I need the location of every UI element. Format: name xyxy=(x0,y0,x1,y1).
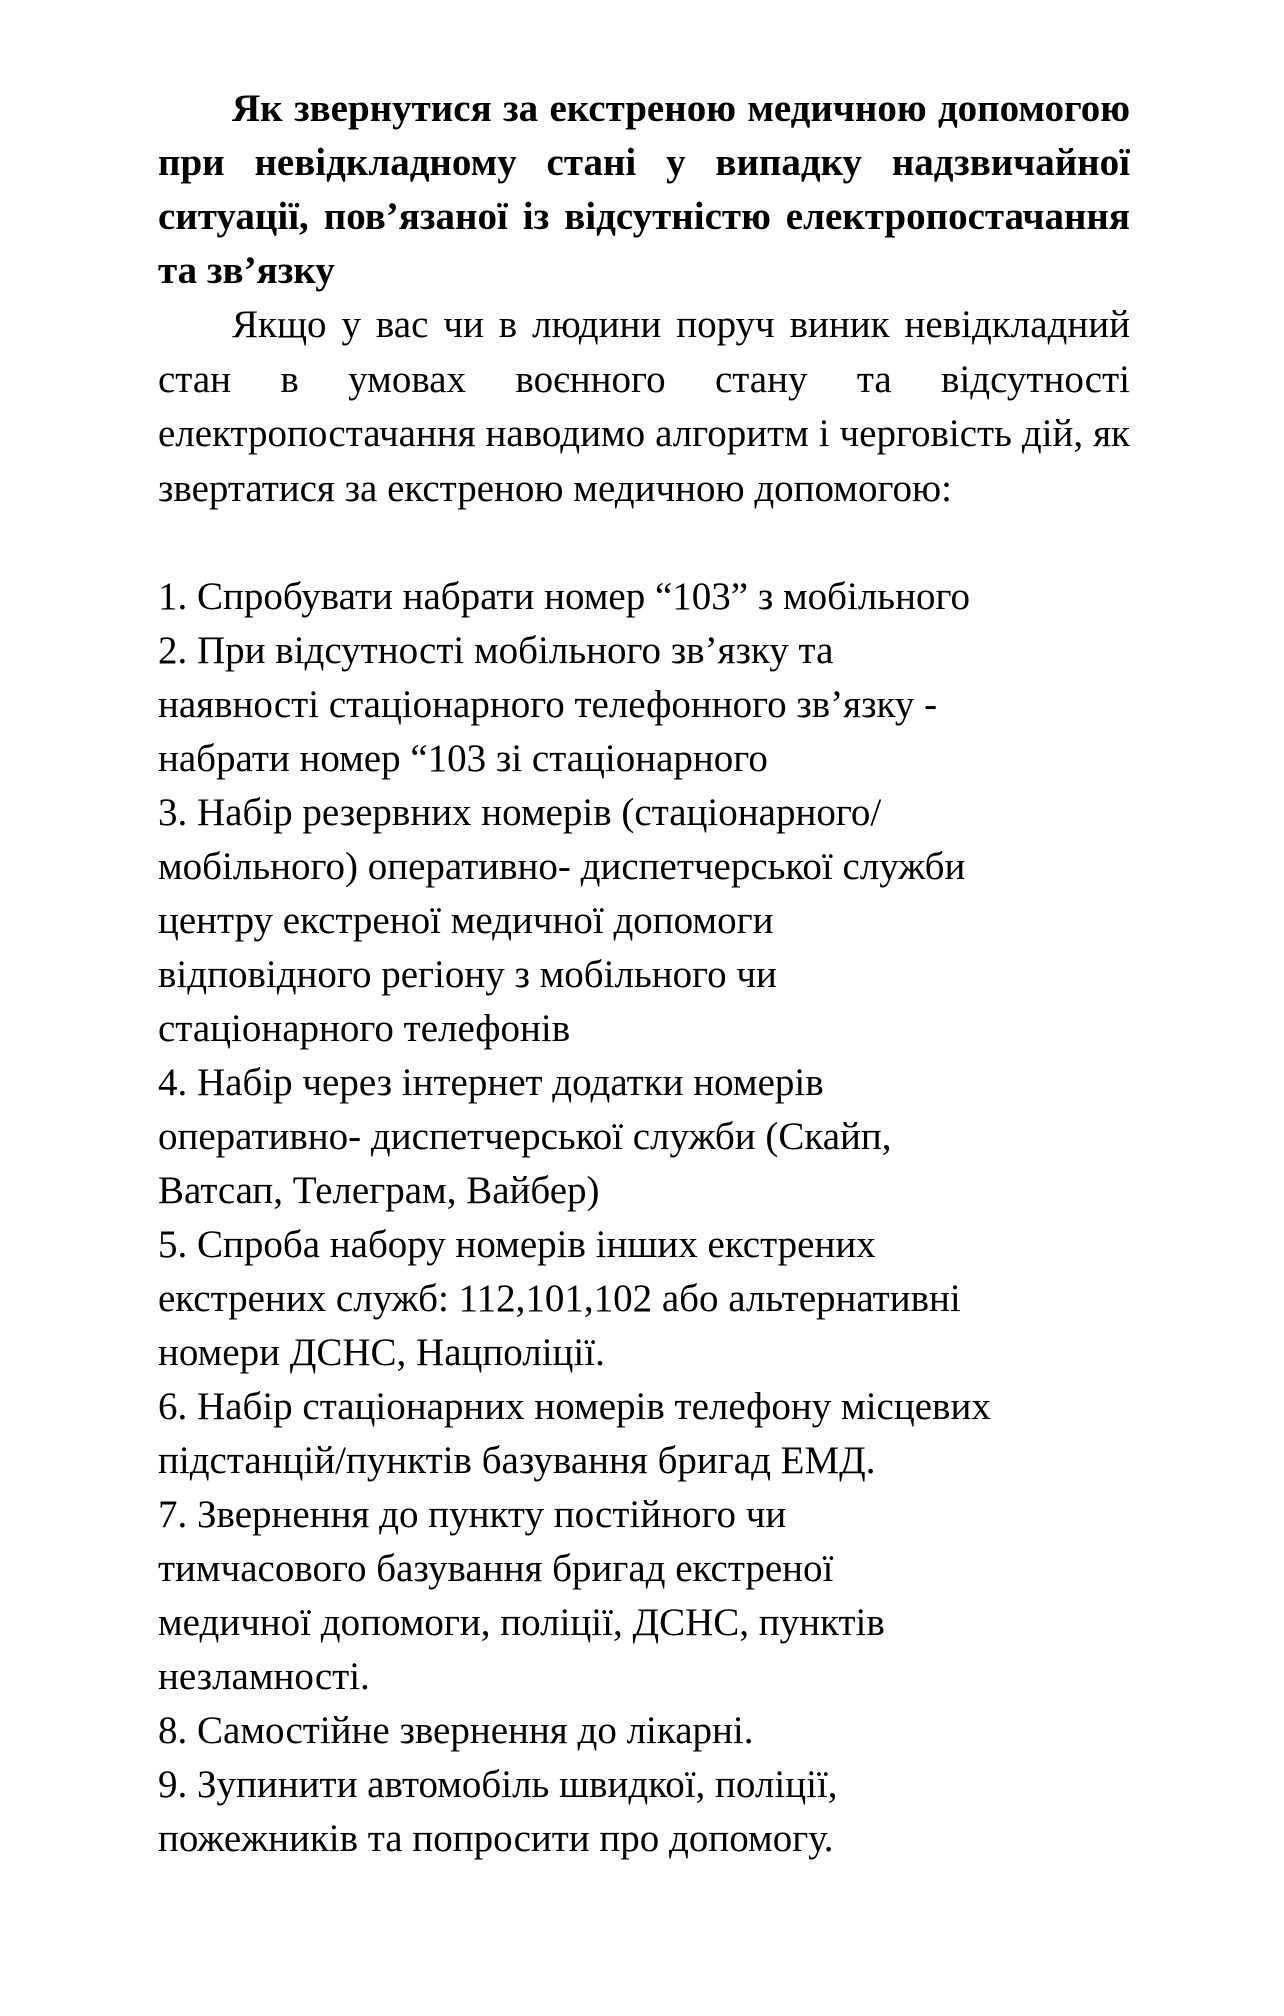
step-item: 4. Набір через інтернет додатки номерів оперативно- диспетчерської служби (Скайп, Ватсап, Телеграм, Вайбер) xyxy=(158,1061,892,1212)
step-item: 3. Набір резервних номерів (стаціонарного/ мобільного) оперативно- диспетчерської служби центру екстреної медичної допомоги відповідного регіону з мобільного чи стаціонарного телефонів xyxy=(158,791,966,1050)
steps-list xyxy=(158,570,1130,1866)
step-item: 2. При відсутності мобільного зв’язку та наявності стаціонарного телефонного зв’язку - набрати номер “103 зі стаціонарного xyxy=(158,629,938,780)
document-page xyxy=(158,82,1130,1866)
paragraph-spacer xyxy=(158,516,1130,570)
document-title: Як звернутися за екстреною медичною допомогою при невідкладному стані у випадку надзвичайної ситуації, пов’язаної із відсутністю електропостачання та зв’язку xyxy=(158,87,1130,292)
step-item: 8. Самостійне звернення до лікарні. xyxy=(158,1709,754,1752)
step-item: 7. Звернення до пункту постійного чи тимчасового базування бригад екстреної медичної допомоги, поліції, ДСНС, пунктів незламності. xyxy=(158,1493,885,1698)
step-item: 6. Набір стаціонарних номерів телефону місцевих підстанцій/пунктів базування бригад ЕМД. xyxy=(158,1385,991,1482)
intro-paragraph: Якщо у вас чи в людини поруч виник невідкладний стан в умовах воєнного стану та відсутності електропостачання наводимо алгоритм і черговість дій, як звертатися за екстреною медичною допомогою: xyxy=(158,303,1130,510)
step-item: 9. Зупинити автомобіль швидкої, поліції, пожежників та попросити про допомогу. xyxy=(158,1763,838,1860)
step-item: 1. Спробувати набрати номер “103” з мобільного xyxy=(158,575,970,618)
step-item: 5. Спроба набору номерів інших екстрених екстрених служб: 112,101,102 або альтернативні номери ДСНС, Нацполіції. xyxy=(158,1223,961,1374)
